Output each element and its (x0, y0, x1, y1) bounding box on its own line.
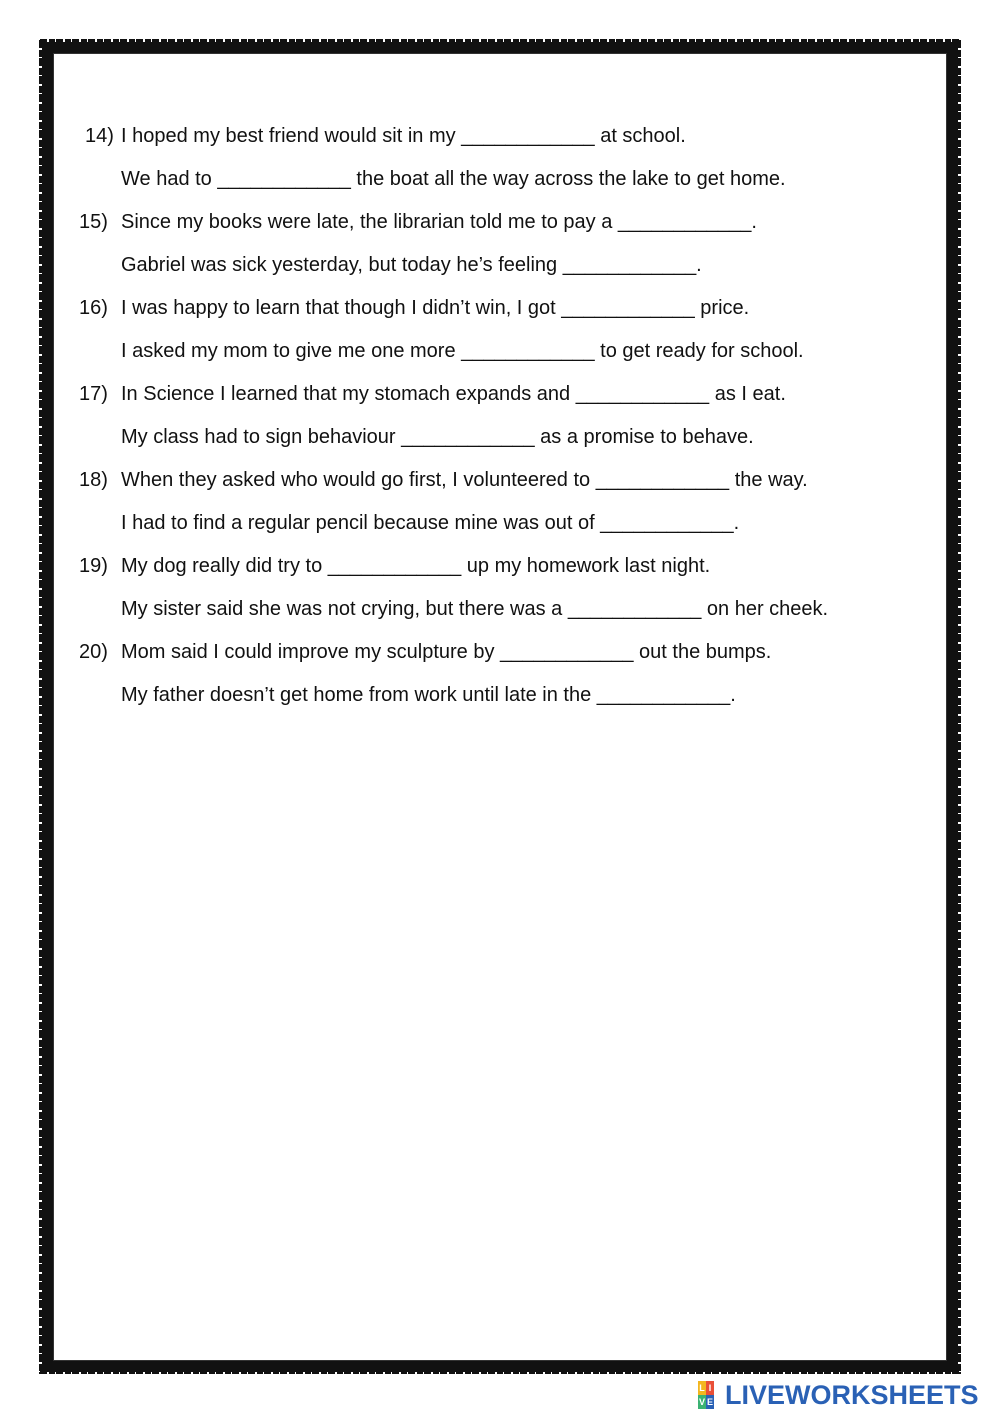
sentence-line: When they asked who would go first, I volunteered to ____________ the way. (121, 469, 808, 491)
liveworksheets-logo (698, 1378, 979, 1412)
item-number: 14) (85, 125, 114, 147)
logo-letter-e: E (706, 1397, 713, 1407)
liveworksheets-logo-text: LIVEWORKSHEETS (725, 1379, 979, 1410)
item-number: 16) (79, 297, 108, 319)
item-number: 18) (79, 469, 108, 491)
item-number: 15) (79, 211, 108, 233)
logo-letter-l: L (699, 1383, 705, 1393)
sentence-line: I had to find a regular pencil because mine was out of ____________. (121, 512, 740, 534)
sentence-line: My father doesn’t get home from work until late in the ____________. (121, 684, 736, 706)
sentence-line: I was happy to learn that though I didn’t win, I got ____________ price. (121, 297, 750, 319)
sentence-line: I asked my mom to give me one more ____________ to get ready for school. (121, 340, 804, 362)
sentence-line: My class had to sign behaviour ____________ as a promise to behave. (121, 426, 754, 448)
sentence-line: I hoped my best friend would sit in my ____________ at school. (121, 125, 686, 147)
item-number: 19) (79, 555, 108, 577)
sentence-line: My dog really did try to ____________ up my homework last night. (121, 555, 711, 577)
sentence-line: My sister said she was not crying, but there was a ____________ on her cheek. (121, 598, 829, 620)
worksheet-frame (42, 42, 958, 1372)
sentence-line: In Science I learned that my stomach expands and ____________ as I eat. (121, 383, 786, 405)
logo-letter-i: I (706, 1381, 714, 1395)
logo-letter-v: V (698, 1397, 705, 1407)
sentence-line: We had to ____________ the boat all the way across the lake to get home. (121, 168, 786, 190)
item-number: 20) (79, 641, 108, 663)
sentence-line: Since my books were late, the librarian told me to pay a ____________. (121, 211, 757, 233)
sentence-line: Gabriel was sick yesterday, but today he’s feeling ____________. (121, 254, 702, 276)
liveworksheets-logo-icon (698, 1381, 722, 1409)
sentence-line: Mom said I could improve my sculpture by ____________ out the bumps. (121, 641, 772, 663)
item-number: 17) (79, 383, 108, 405)
